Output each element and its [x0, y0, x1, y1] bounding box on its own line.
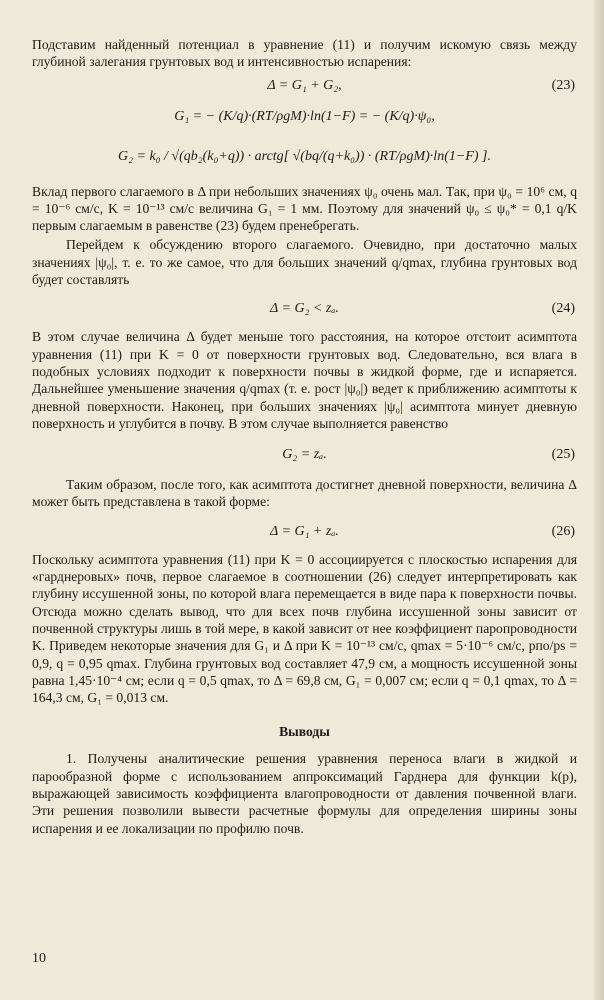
- equation-24: [32, 298, 577, 320]
- equation-23-number: (23): [551, 77, 575, 93]
- paragraph-representation: Таким образом, после того, как асимптота достигнет дневной поверхности, величина Δ может быть представлена в такой форме:: [32, 477, 577, 510]
- equation-25-number: (25): [551, 447, 575, 463]
- paragraph-conclusion-1: 1. Получены аналитические решения уравнения переноса влаги в жидкой и парообразной форме с использованием аппроксимаций Гарднера для функции k(p), выражающей зависимость коэффициента влагопроводности от давления почвенной влаги. Эти решения позволили вывести расчетные формулы для определения ширины зоны испарения и ее локализации по профилю почв.: [32, 751, 577, 836]
- paragraph-contribution: Вклад первого слагаемого в Δ при небольших значениях ψ₀ очень мал. Так, при ψ₀ = 10⁶ см, q = 10⁻⁶ см/с, K = 10⁻¹³ см/с величина G₁ = 1 мм. Поэтому для значений ψ₀ ≤ ψ₀* = 0,1 q/K первым слагаемым в равенстве (23) будем пренебрегать.: [32, 183, 577, 234]
- equation-24-formula: Δ = G₂ < zₐ.: [270, 301, 339, 317]
- page-number: 10: [32, 951, 46, 966]
- equation-24-number: (24): [551, 301, 575, 317]
- page-body: [32, 36, 577, 837]
- equation-g1-formula: G₁ = − (K/q)·(RT/ρgM)·ln(1−F) = − (K/q)·ψ₀,: [174, 108, 435, 124]
- paragraph-dry-zone: Поскольку асимптота уравнения (11) при K = 0 ассоциируется с плоскостью испарения для «гарднеровых» почв, первое слагаемое в соотношении (26) следует интерпретировать как глубину иссушенной зоны, по которой влага перемещается в виде пара к поверхности почвы. Отсюда можно сделать вывод, что для всех почв глубина иссушенной зоны зависит от почвенной структуры лишь в той мере, в какой зависит от нее коэффициент паропроводности K. Приведем некоторые значения для G₁ и Δ при K = 10⁻¹³ см/с, qmax = 5·10⁻⁶ см/с, pпо/ps = 0,9, q = 0,95 qmax. Глубина грунтовых вод составляет 47,9 см, а мощность иссушенной зоны равна 1,45·10⁻⁴ см; если q = 0,5 qmax, то Δ = 69,8 см, G₁ = 0,007 см; если q = 0,1 qmax, то Δ = 164,3 см, G₁ = 0,013 см.: [32, 551, 577, 706]
- page-edge-shadow: [594, 0, 604, 1000]
- equation-26-formula: Δ = G₁ + zₐ.: [270, 523, 339, 539]
- section-heading-conclusions: Выводы: [279, 724, 330, 740]
- equation-g2-formula: G₂ = k₀ / √(qb₂(k₀+q)) · arctg[ √(bq/(q+k₀)) · (RT/ρgM)·ln(1−F) ].: [118, 148, 491, 164]
- equation-23: [32, 75, 577, 97]
- paragraph-asymptote: В этом случае величина Δ будет меньше того расстояния, на которое отстоит асимптота уравнения (11) при K = 0 от поверхности грунтовых вод. Следовательно, вся влага в подобных условиях подходит к поверхности почвы в жидкой форме, где и испаряется. Дальнейшее уменьшение значения q/qmax (т. е. рост |ψ₀|) ведет к приближению асимптоты к дневной поверхности. Наконец, при больших значениях |ψ₀| асимптота минует дневную поверхность и углубится в почву. В этом случае выполняется равенство: [32, 329, 577, 431]
- paragraph-second-term: Перейдем к обсуждению второго слагаемого. Очевидно, при достаточно малых значениях |ψ₀|, т. е. то же самое, что для больших значений q/qmax, глубина грунтовых вод будет составлять: [32, 237, 577, 288]
- equation-g1: [32, 97, 577, 137]
- equation-26: [32, 521, 577, 543]
- equation-23-formula: Δ = G₁ + G₂,: [267, 77, 342, 93]
- equation-25: [32, 444, 577, 466]
- equation-26-number: (26): [551, 523, 575, 539]
- equation-25-formula: G₂ = zₐ.: [282, 447, 327, 463]
- paragraph-intro: Подставим найденный потенциал в уравнение (11) и получим искомую связь между глубиной залегания грунтовых вод и интенсивностью испарения:: [32, 37, 577, 70]
- equation-g2: [32, 137, 577, 177]
